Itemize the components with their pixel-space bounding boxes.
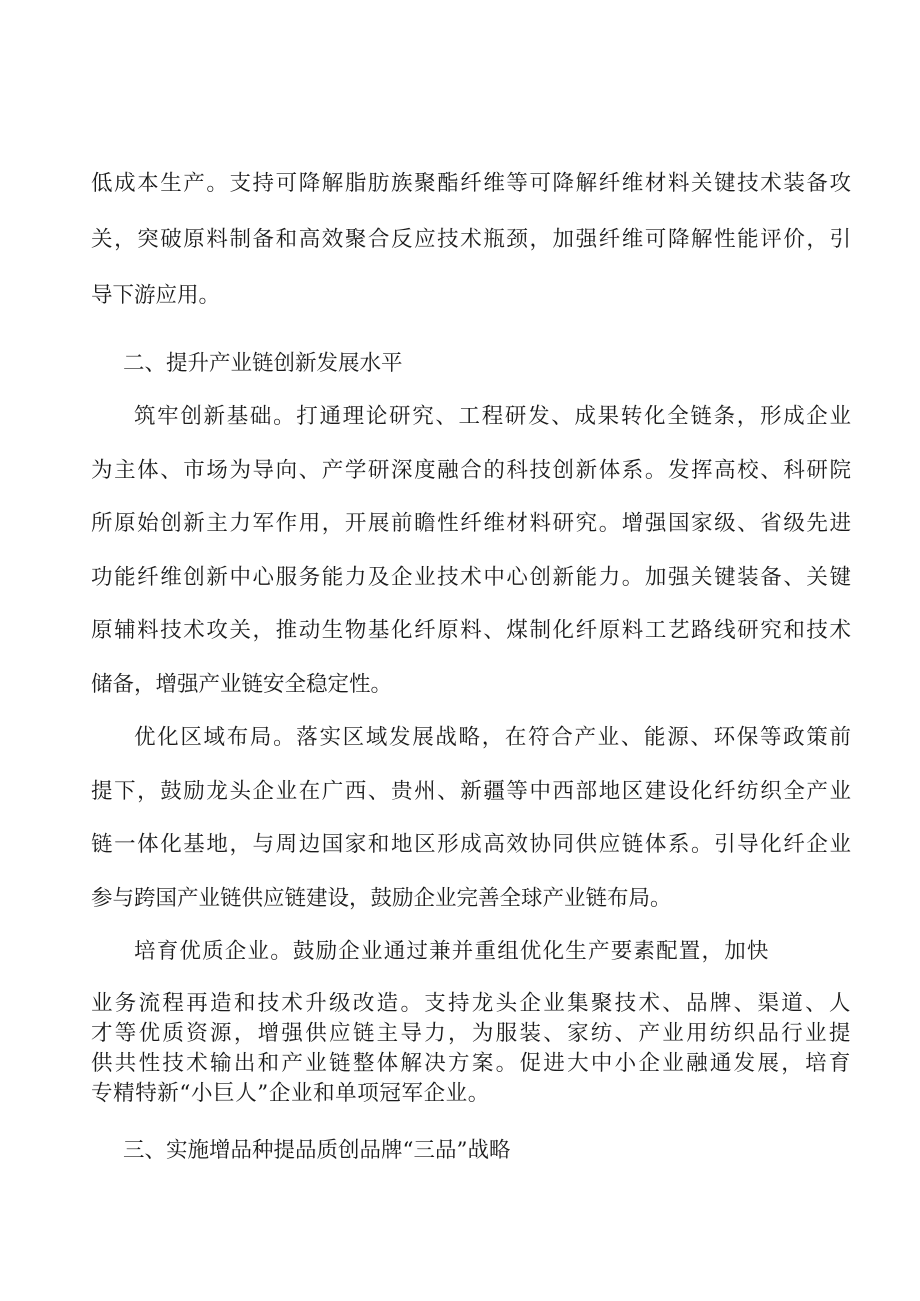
paragraph-line: 业务流程再造和技术升级改造。支持龙头企业集聚技术、品牌、渠道、人 bbox=[91, 991, 851, 1016]
paragraph-line: 储备，增强产业链安全稳定性。 bbox=[91, 672, 393, 697]
paragraph-line: 导下游应用。 bbox=[91, 283, 221, 308]
section-heading-two: 二、提升产业链创新发展水平 bbox=[123, 351, 403, 376]
paragraph-line: 筑牢创新基础。打通理论研究、工程研发、成果转化全链条，形成企业 bbox=[134, 404, 851, 429]
paragraph-line: 低成本生产。支持可降解脂肪族聚酯纤维等可降解纤维材料关键技术装备攻 bbox=[91, 171, 851, 196]
paragraph-line: 功能纤维创新中心服务能力及企业技术中心创新能力。加强关键装备、关键 bbox=[91, 565, 851, 590]
paragraph-line: 优化区域布局。落实区域发展战略，在符合产业、能源、环保等政策前 bbox=[134, 725, 851, 750]
paragraph-line: 专精特新“小巨人”企业和单项冠军企业。 bbox=[91, 1081, 490, 1106]
paragraph-line: 原辅料技术攻关，推动生物基化纤原料、煤制化纤原料工艺路线研究和技术 bbox=[91, 618, 851, 643]
paragraph-line: 提下，鼓励龙头企业在广西、贵州、新疆等中西部地区建设化纤纺织全产业 bbox=[91, 779, 851, 804]
paragraph-line: 供共性技术输出和产业链整体解决方案。促进大中小企业融通发展，培育 bbox=[91, 1051, 851, 1076]
section-heading-three: 三、实施增品种提品质创品牌“三品”战略 bbox=[123, 1138, 511, 1163]
paragraph-line: 为主体、市场为导向、产学研深度融合的科技创新体系。发挥高校、科研院 bbox=[91, 458, 851, 483]
paragraph-line: 才等优质资源，增强供应链主导力，为服装、家纺、产业用纺织品行业提 bbox=[91, 1021, 851, 1046]
paragraph-line: 培育优质企业。鼓励企业通过兼并重组优化生产要素配置，加快 bbox=[134, 939, 770, 964]
paragraph-line: 参与跨国产业链供应链建设，鼓励企业完善全球产业链布局。 bbox=[91, 886, 672, 911]
paragraph-line: 关，突破原料制备和高效聚合反应技术瓶颈，加强纤维可降解性能评价，引 bbox=[91, 227, 851, 252]
paragraph-line: 所原始创新主力军作用，开展前瞻性纤维材料研究。增强国家级、省级先进 bbox=[91, 511, 851, 536]
paragraph-line: 链一体化基地，与周边国家和地区形成高效协同供应链体系。引导化纤企业 bbox=[91, 832, 851, 857]
